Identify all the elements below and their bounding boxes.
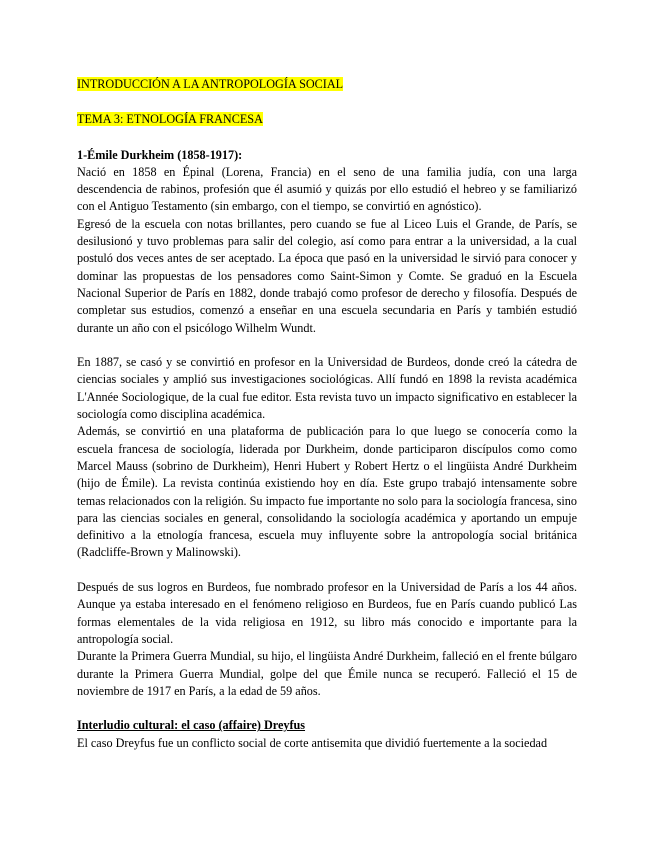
paragraph-bordeaux: En 1887, se casó y se convirtió en profesor en la Universidad de Burdeos, donde creó la cátedra de ciencias sociales y amplió sus investigaciones sociológicas. Allí fundó en 1898 la revista académica L'Année Sociologique, de la cual fue editor. Esta revista tuvo un impacto significativo en establecer la sociología como disciplina académica. <box>77 355 577 422</box>
unit-title <box>77 111 577 128</box>
paragraph-gap <box>77 337 577 354</box>
interlude-title: Interludio cultural: el caso (affaire) Dreyfus <box>77 718 306 733</box>
course-title-highlight: INTRODUCCIÓN A LA ANTROPOLOGÍA SOCIAL <box>77 77 344 91</box>
paragraph-gap <box>77 562 577 579</box>
unit-title-highlight: TEMA 3: ETNOLOGÍA FRANCESA <box>77 112 263 127</box>
paragraph-school: Además, se convirtió en una plataforma de publicación para lo que luego se conocería como la escuela francesa de sociología, liderada por Durkheim, donde participaron discípulos como como Marcel Mauss (sobrino de Durkheim), Henri Hubert y Robert Hertz o el lingüista André Durkheim (hijo de Émile). La revista continúa existiendo hoy en día. Este grupo trabajó intensamente sobre temas relacionados con la religión. Su impacto fue importante no solo para la sociología francesa, sino para las ciencias sociales en general, consolidando la sociología académica y aportando un empuje definitivo a la etnología francesa, escuela muy influyente sobre la antropología social británica (Radcliffe-Brown y Malinowski). <box>77 424 577 560</box>
course-title <box>77 76 577 93</box>
paragraph-gap <box>77 700 577 717</box>
paragraph-birth: Nació en 1858 en Épinal (Lorena, Francia) en el seno de una familia judía, con una larga descendencia de rabinos, profesión que él asumió y quizás por ello estudió el hebreo y se familiarizó con el Antiguo Testamento (sin embargo, con el tiempo, se convirtió en agnóstico). <box>77 164 577 214</box>
paragraph-death: Durante la Primera Guerra Mundial, su hijo, el lingüista André Durkheim, falleció en el frente búlgaro durante la Primera Guerra Mundial, golpe del que Émile nunca se recuperó. Falleció el 15 de noviembre de 1917 en París, a la edad de 59 años. <box>77 649 577 698</box>
section-title: 1-Émile Durkheim (1858-1917): <box>77 147 243 162</box>
document-page <box>77 76 577 752</box>
interlude-text: El caso Dreyfus fue un conflicto social de corte antisemita que dividió fuertemente a la sociedad <box>77 735 548 750</box>
paragraph-education: Egresó de la escuela con notas brillantes, pero cuando se fue al Liceo Luis el Grande, de París, se desilusionó y tuvo problemas para salir del colegio, así como para entrar a la universidad, a la cual postuló dos veces antes de ser aceptado. La época que pasó en la universidad le sirvió para conocer y dominar las propuestas de los pensadores como Saint-Simon y Comte. Se graduó en la Escuela Nacional Superior de París en 1882, donde trabajó como profesor de derecho y filosofía. Después de completar sus estudios, comenzó a enseñar en una escuela secundaria en París y también estudió durante un año con el psicólogo Wilhelm Wundt. <box>77 216 577 335</box>
paragraph-paris: Después de sus logros en Burdeos, fue nombrado profesor en la Universidad de París a los 44 años. Aunque ya estaba interesado en el fenómeno religioso en Burdeos, fue en París cuando publicó Las formas elementales de la vida religiosa en 1912, su libro más conocido e importante para la antropología social. <box>77 580 577 646</box>
